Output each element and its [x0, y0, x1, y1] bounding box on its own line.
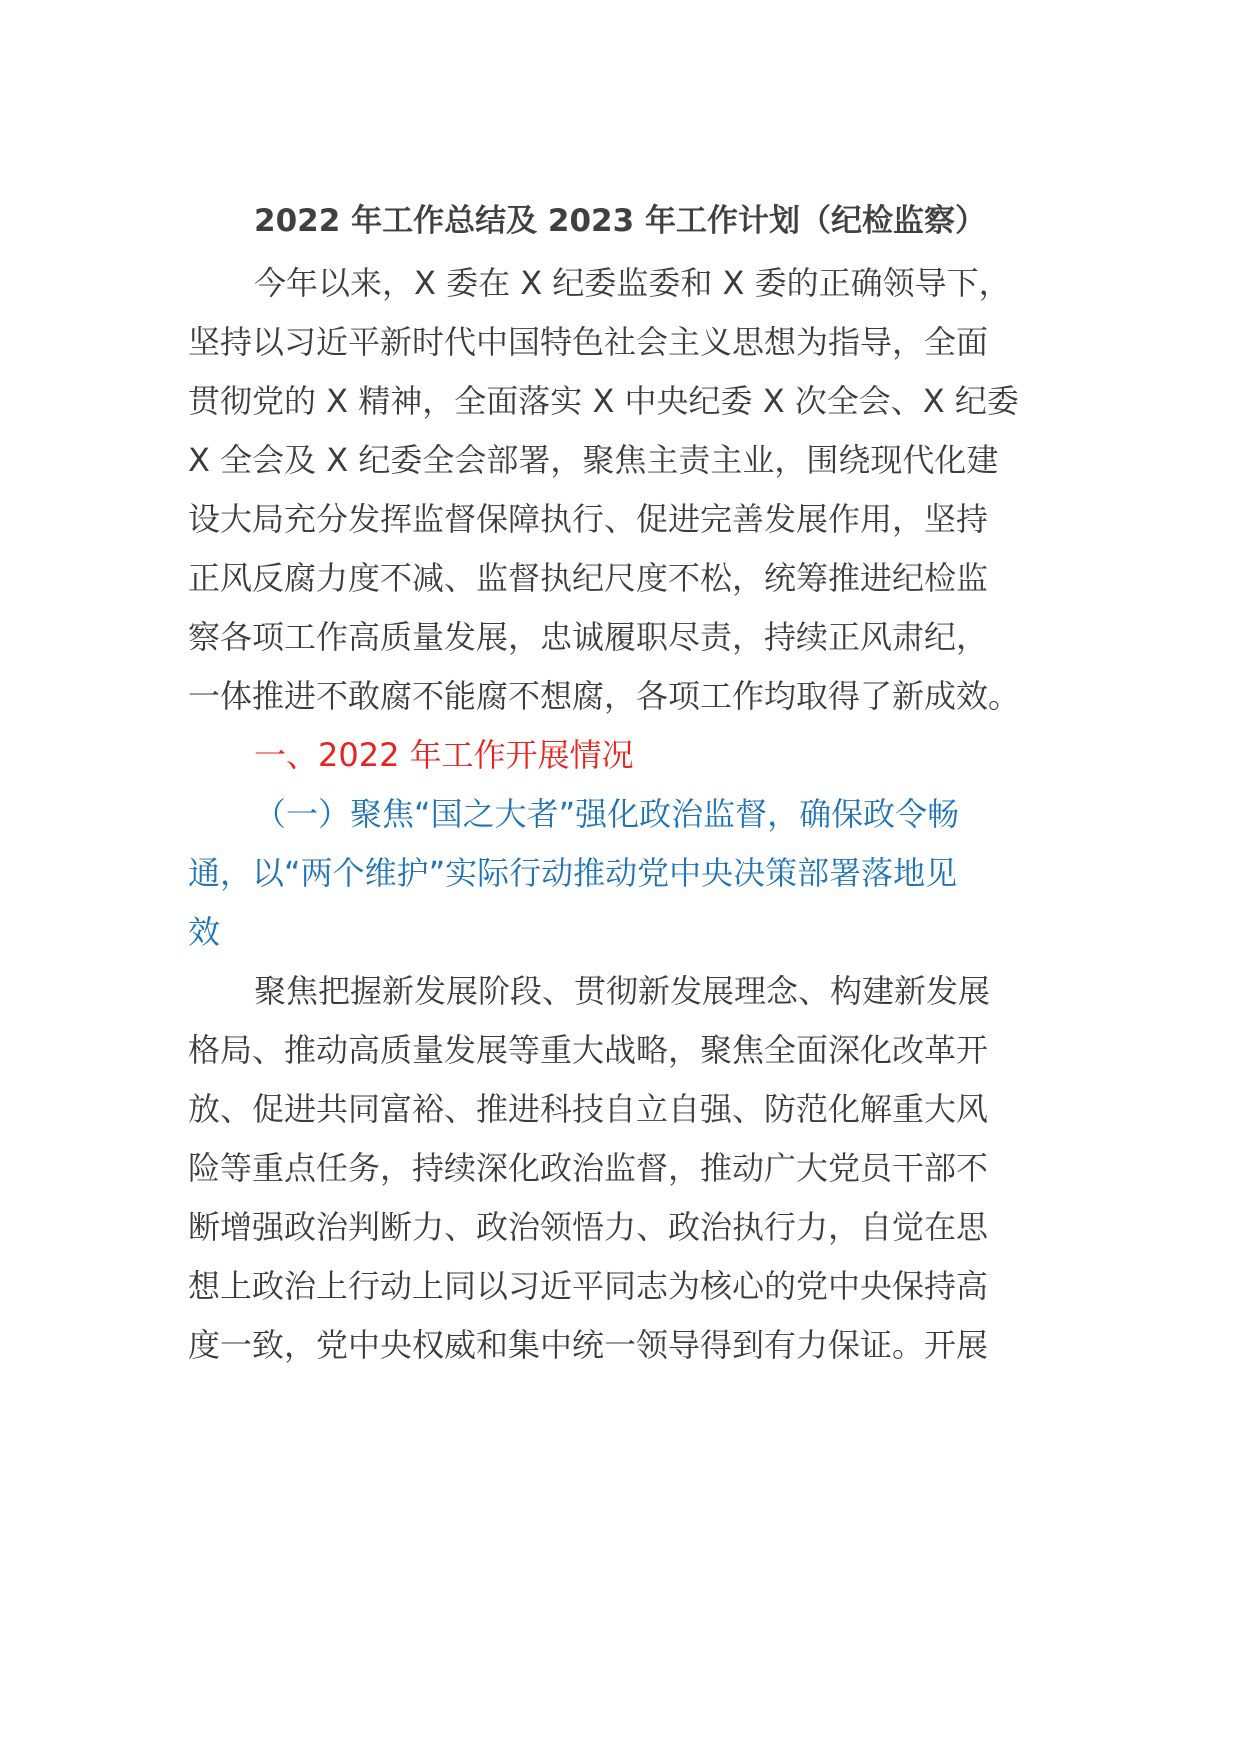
body-line: 想上政治上行动上同以习近平同志为核心的党中央保持高: [188, 1267, 989, 1305]
section-heading: 一、2022 年工作开展情况: [254, 736, 634, 774]
body-line: 断增强政治判断力、政治领悟力、政治执行力，自觉在思: [188, 1208, 989, 1246]
intro-line: X 全会及 X 纪委全会部署，聚焦主责主业，围绕现代化建: [188, 441, 999, 479]
intro-line: 正风反腐力度不减、监督执纪尺度不松，统筹推进纪检监: [188, 559, 989, 597]
body-line: 放、促进共同富裕、推进科技自立自强、防范化解重大风: [188, 1090, 989, 1128]
subsection-heading-line: 效: [188, 913, 221, 951]
intro-line: 设大局充分发挥监督保障执行、促进完善发展作用，坚持: [188, 500, 989, 538]
intro-line: 贯彻党的 X 精神，全面落实 X 中央纪委 X 次全会、X 纪委: [188, 382, 1019, 420]
body-line: 格局、推动高质量发展等重大战略，聚焦全面深化改革开: [188, 1031, 989, 1069]
intro-line: 察各项工作高质量发展，忠诚履职尽责，持续正风肃纪，: [188, 618, 989, 656]
body-line: 聚焦把握新发展阶段、贯彻新发展理念、构建新发展: [254, 972, 991, 1010]
document-title: 2022 年工作总结及 2023 年工作计划（纪检监察）: [254, 203, 986, 239]
subsection-heading-line: 通，以“两个维护”实际行动推动党中央决策部署落地见: [188, 854, 958, 892]
intro-line: 坚持以习近平新时代中国特色社会主义思想为指导，全面: [188, 323, 989, 361]
body-line: 度一致，党中央权威和集中统一领导得到有力保证。开展: [188, 1326, 989, 1364]
body-line: 险等重点任务，持续深化政治监督，推动广大党员干部不: [188, 1149, 989, 1187]
subsection-heading-line: （一）聚焦“国之大者”强化政治监督，确保政令畅: [254, 795, 960, 833]
intro-line: 一体推进不敢腐不能腐不想腐，各项工作均取得了新成效。: [188, 677, 1021, 715]
intro-line: 今年以来，X 委在 X 纪委监委和 X 委的正确领导下，: [254, 264, 1011, 302]
